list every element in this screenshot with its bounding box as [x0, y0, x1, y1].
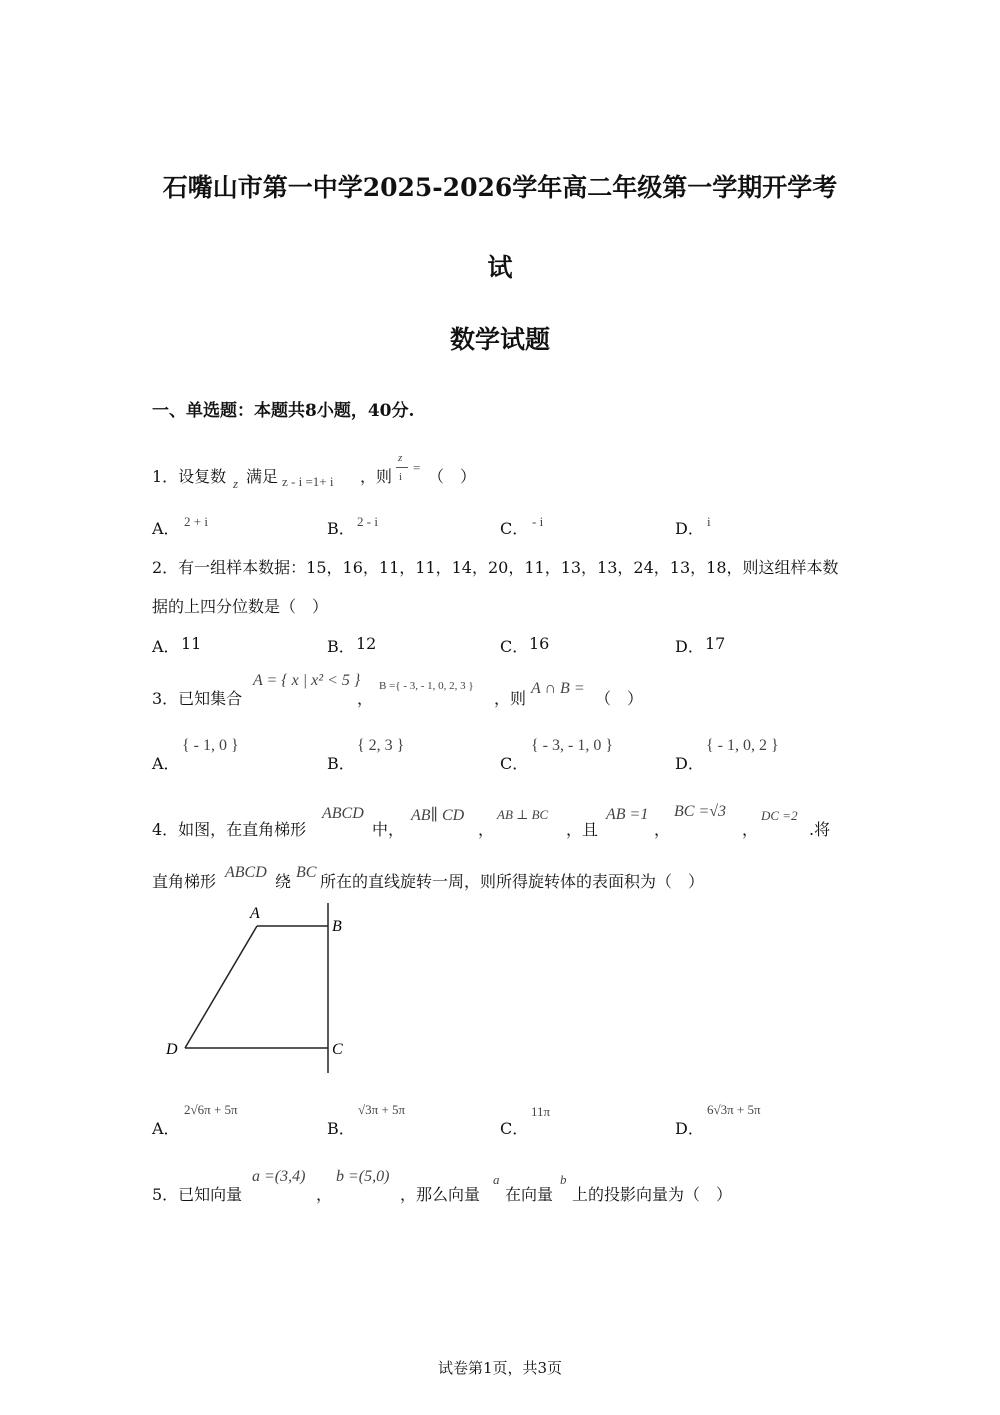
q2-option-a-label[interactable]: A．	[152, 637, 180, 656]
q4-stem-a: 4．如图，在直角梯形	[152, 820, 307, 839]
q3-option-d-label[interactable]: D．	[675, 754, 704, 773]
q1-option-c-label[interactable]: C．	[500, 519, 529, 538]
q4-abcd-2: ABCD	[225, 864, 267, 881]
q1-stem-a: 1．设复数	[152, 467, 227, 486]
q4-option-b-label[interactable]: B．	[327, 1119, 355, 1138]
q4-option-d-value: 6√3π + 5π	[707, 1102, 761, 1117]
q3-set-b: B ={ - 3, - 1, 0, 2, 3 }	[379, 680, 474, 692]
q3-option-d-value: { - 1, 0, 2 }	[706, 737, 779, 754]
q4-stem-b: 中，	[372, 820, 405, 839]
q1-stem-b: 满足	[246, 467, 279, 486]
q2-line1: 2．有一组样本数据：15，16，11，11，14，20，11，13，13，24，13，18，则这组样本数	[152, 558, 839, 577]
q1-condition: z - i =1+ i	[282, 474, 334, 489]
q2-option-d-label[interactable]: D．	[675, 637, 704, 656]
q4-parallel: AB∥ CD	[411, 807, 465, 824]
exam-subtitle: 数学试题	[449, 325, 550, 354]
q4-stem-d: ，且	[566, 820, 599, 839]
q2-option-d-value: 17	[705, 634, 726, 653]
q2-option-c-label[interactable]: C．	[500, 637, 529, 656]
q2-option-a-value: 11	[181, 634, 202, 653]
q5-comma: ，	[316, 1185, 333, 1204]
q4-line2-c: 所在的直线旋转一周，则所得旋转体的表面积为（ ）	[320, 872, 705, 891]
q5-stem-b: ，那么向量	[400, 1185, 481, 1204]
q5-stem-c: 在向量	[505, 1185, 554, 1204]
q4-line2-a: 直角梯形	[152, 872, 217, 891]
q4-option-c-value: 11π	[531, 1104, 551, 1119]
q4-perp: AB ⊥ BC	[497, 807, 549, 822]
q5-stem-d: 上的投影向量为（ ）	[572, 1185, 733, 1204]
q4-abcd: ABCD	[322, 805, 364, 822]
section-header: 一、单选题：本题共8小题，40分.	[152, 401, 415, 421]
q1-var-z: z	[233, 476, 239, 491]
q3-set-a: A = { x | x² < 5 }	[253, 672, 361, 689]
exam-title-line1: 石嘴山市第一中学2025-2026学年高二年级第一学期开学考	[162, 173, 838, 202]
q3-option-c-label[interactable]: C．	[500, 754, 529, 773]
q1-stem-c: ，则	[360, 467, 393, 486]
q5-var-a: a	[493, 1172, 500, 1187]
q4-dc: DC =2	[761, 808, 798, 823]
q4-bc-2: BC	[296, 864, 317, 881]
q1-option-d-label[interactable]: D．	[675, 519, 704, 538]
q5-var-b: b	[560, 1172, 567, 1187]
q1-option-d-value: i	[707, 514, 711, 529]
q4-option-b-value: √3π + 5π	[358, 1102, 406, 1117]
q1-eq: =	[413, 460, 421, 475]
q3-option-c-value: { - 3, - 1, 0 }	[531, 737, 614, 754]
q4-stem-g: .将	[809, 820, 831, 839]
q3-option-b-label[interactable]: B．	[327, 754, 355, 773]
q4-option-c-label[interactable]: C．	[500, 1119, 529, 1138]
q5-stem-a: 5．已知向量	[152, 1185, 243, 1204]
q4-stem-c: ，	[478, 820, 495, 839]
q3-comma: ，	[357, 689, 374, 708]
q1-option-a-label[interactable]: A．	[152, 519, 180, 538]
q1-option-b-value: 2 - i	[357, 514, 378, 529]
q3-option-a-label[interactable]: A．	[152, 754, 180, 773]
vertex-label-b: B	[332, 918, 342, 935]
q1-option-a-value: 2 + i	[184, 514, 208, 529]
q2-line2: 据的上四分位数是（ ）	[152, 597, 329, 616]
q3-paren: （ ）	[595, 689, 644, 708]
q3-option-a-value: { - 1, 0 }	[182, 737, 239, 754]
vertex-label-a: A	[250, 905, 260, 922]
q1-frac-den: i	[399, 471, 403, 483]
q1-paren: （ ）	[428, 467, 477, 486]
q4-option-d-label[interactable]: D．	[675, 1119, 704, 1138]
q2-option-c-value: 16	[529, 634, 550, 653]
q3-expr: A ∩ B =	[531, 680, 585, 697]
q1-frac-bar	[396, 467, 408, 468]
q4-stem-f: ，	[742, 820, 759, 839]
q1-option-b-label[interactable]: B．	[327, 519, 355, 538]
q2-option-b-label[interactable]: B．	[327, 637, 355, 656]
q3-option-b-value: { 2, 3 }	[357, 737, 405, 754]
trapezoid-figure	[160, 898, 360, 1078]
edge-ad	[185, 926, 257, 1048]
q4-option-a-label[interactable]: A．	[152, 1119, 180, 1138]
q4-line2-b: 绕	[275, 872, 292, 891]
q5-vector-a: a =(3,4)	[252, 1168, 306, 1185]
q4-stem-e: ，	[654, 820, 671, 839]
q4-bc: BC =√3	[674, 803, 727, 820]
vertex-label-d: D	[166, 1041, 178, 1058]
q5-vector-b: b =(5,0)	[336, 1168, 390, 1185]
q1-option-c-value: - i	[532, 514, 544, 529]
vertex-label-c: C	[332, 1041, 343, 1058]
page-footer: 试卷第1页，共3页	[437, 1359, 563, 1377]
exam-title-line2: 试	[487, 253, 513, 282]
q4-ab1: AB =1	[606, 806, 649, 823]
q3-stem-b: ，则	[494, 689, 527, 708]
q2-option-b-value: 12	[356, 634, 377, 653]
q4-option-a-value: 2√6π + 5π	[184, 1102, 238, 1117]
q1-frac-num: z	[398, 452, 403, 464]
q3-stem-a: 3．已知集合	[152, 689, 243, 708]
